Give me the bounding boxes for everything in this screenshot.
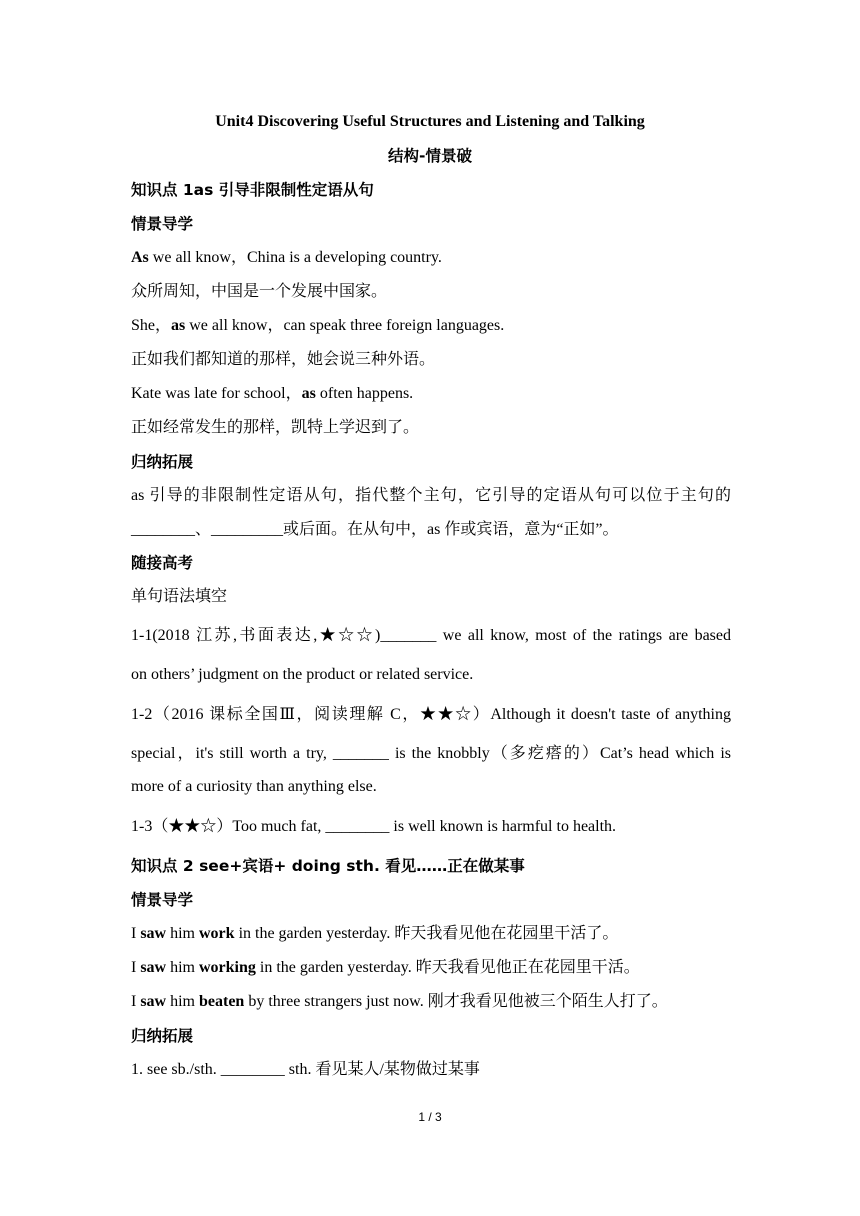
kp2-example-1: I saw him work in the garden yesterday. 昨天我看见他在花园里干活了。 [131, 925, 619, 942]
kp2-example-2: I saw him working in the garden yesterday. 昨天我看见他正在花园里干活。 [131, 959, 640, 976]
kp1-example-3: Kate was late for school，as often happens. [131, 385, 414, 402]
question-1-2-line-3: more of a curiosity than anything else. [131, 778, 377, 795]
kp1-example-2-cn: 正如我们都知道的那样，她会说三种外语。 [131, 351, 436, 368]
question-1-1-line-1: 1-1(2018 江苏,书面表达,★☆☆)_______ we all know, most of the ratings are based [131, 627, 731, 644]
kp1-summary-line-1: as 引导的非限制性定语从句，指代整个主句，它引导的定语从句可以位于主句的 [131, 487, 731, 504]
question-1-1-line-2: on others’ judgment on the product or related service. [131, 666, 474, 683]
kp1-exam-heading: 随接高考 [131, 554, 194, 572]
page-number: 1 / 3 [418, 1110, 442, 1124]
kp1-example-1: As we all know，China is a developing country. [131, 249, 442, 266]
kp2-heading: 知识点 2 see+宾语+ doing sth. 看见……正在做某事 [131, 857, 525, 875]
question-1-2-line-1: 1-2（2016 课标全国Ⅲ，阅读理解 C，★★☆）Although it doesn't taste of anything [131, 706, 731, 723]
kp1-situation-heading: 情景导学 [131, 215, 194, 233]
kp1-example-2: She，as we all know，can speak three foreign languages. [131, 317, 505, 334]
kp1-exam-subheading: 单句语法填空 [131, 588, 228, 605]
kp1-example-1-cn: 众所周知，中国是一个发展中国家。 [131, 283, 388, 300]
document-subtitle: 结构-情景破 [388, 147, 472, 165]
question-1-2-line-2: special，it's still worth a try, _______ is the knobbly（多疙瘩的）Cat’s head which is [131, 745, 731, 762]
kp1-example-3-cn: 正如经常发生的那样，凯特上学迟到了。 [131, 419, 420, 436]
kp2-summary-item-1: 1. see sb./sth. ________ sth. 看见某人/某物做过某事 [131, 1061, 480, 1078]
kp2-situation-heading: 情景导学 [131, 891, 194, 909]
kp2-example-3: I saw him beaten by three strangers just now. 刚才我看见他被三个陌生人打了。 [131, 993, 668, 1010]
kp1-summary-line-2: ________、_________或后面。在从句中，as 作或宾语，意为“正如”。 [131, 521, 619, 538]
kp1-heading: 知识点 1as 引导非限制性定语从句 [131, 181, 374, 199]
document-title: Unit4 Discovering Useful Structures and Listening and Talking [215, 113, 645, 130]
question-1-3-line-1: 1-3（★★☆）Too much fat, ________ is well known is harmful to health. [131, 818, 617, 835]
kp2-summary-heading: 归纳拓展 [131, 1027, 194, 1045]
kp1-summary-heading: 归纳拓展 [131, 453, 194, 471]
